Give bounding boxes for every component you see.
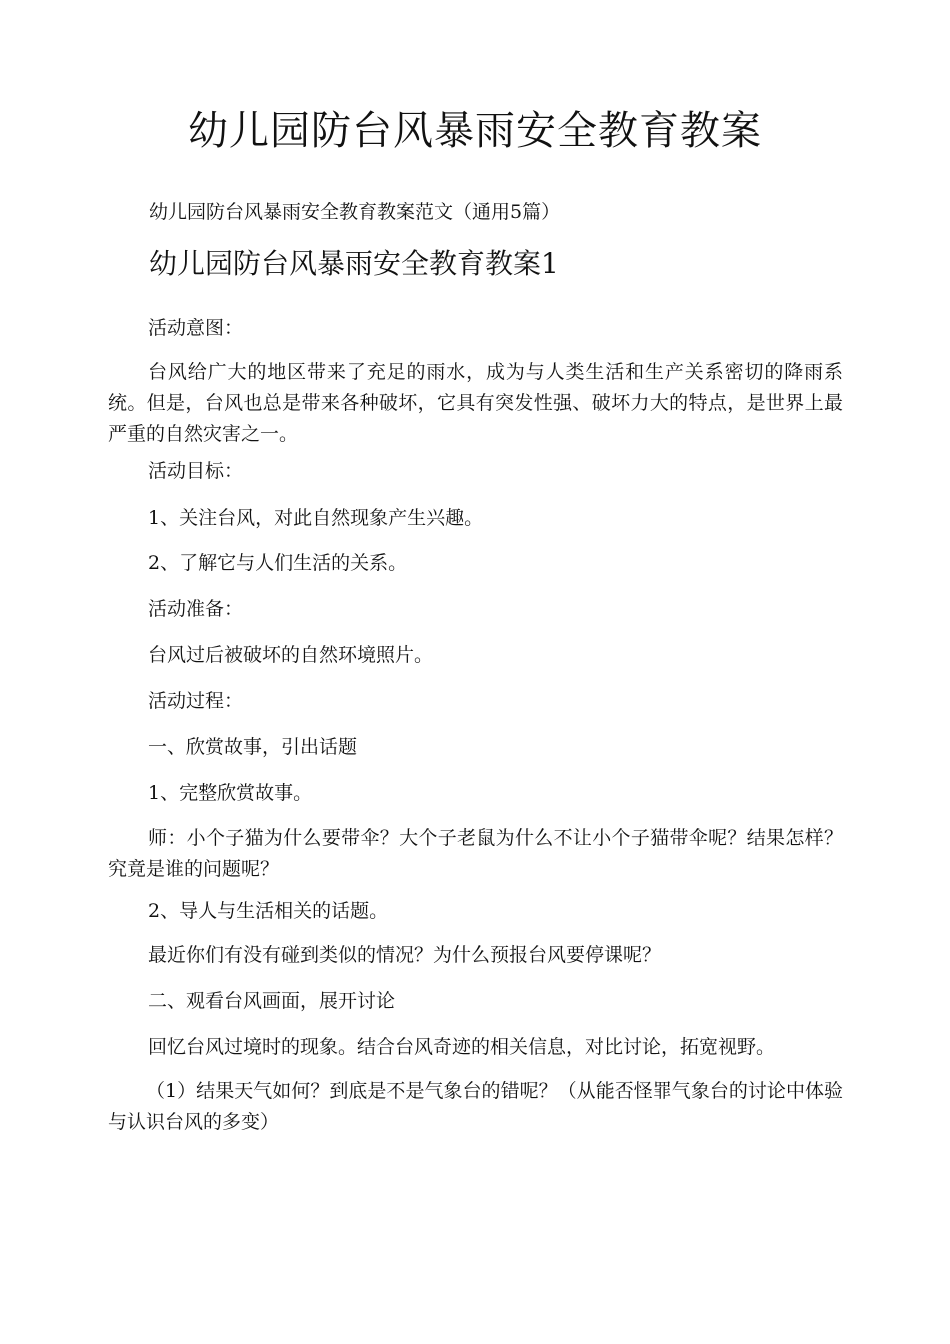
paragraph-preparation: 台风过后被破坏的自然环境照片。	[148, 644, 434, 666]
paragraph-process-label: 活动过程：	[148, 690, 244, 712]
paragraph-recent-situation: 最近你们有没有碰到类似的情况？为什么预报台风要停课呢？	[148, 944, 662, 966]
section-heading: 幼儿园防台风暴雨安全教育教案1	[149, 247, 559, 280]
document-subtitle: 幼儿园防台风暴雨安全教育教案范文（通用5篇）	[149, 201, 561, 223]
paragraph-step-1-1: 1、完整欣赏故事。	[148, 782, 313, 804]
paragraph-activity-goals-label: 活动目标：	[148, 460, 244, 482]
paragraph-goal-2: 2、了解它与人们生活的关系。	[148, 552, 408, 574]
paragraph-step-2: 二、观看台风画面，展开讨论	[148, 990, 396, 1012]
paragraph-goal-1: 1、关注台风，对此自然现象产生兴趣。	[148, 507, 484, 529]
document-title: 幼儿园防台风暴雨安全教育教案	[188, 108, 762, 154]
paragraph-recall: 回忆台风过境时的现象。结合台风奇迹的相关信息，对比讨论，拓宽视野。	[148, 1036, 776, 1058]
paragraph-activity-intent: 台风给广大的地区带来了充足的雨水，成为与人类生活和生产关系密切的降雨系统。但是，台风也总是带来各种破坏，它具有突发性强、破坏力大的特点，是世界上最严重的自然灾害之一。	[108, 361, 843, 445]
paragraph-activity-intent-label: 活动意图：	[148, 317, 244, 339]
paragraph-teacher-questions: 师：小个子猫为什么要带伞？大个子老鼠为什么不让小个子猫带伞呢？结果怎样？究竟是谁的问题呢？	[108, 827, 843, 880]
paragraph-step-1: 一、欣赏故事，引出话题	[148, 736, 358, 758]
paragraph-question-1: （1）结果天气如何？到底是不是气象台的错呢？（从能否怪罪气象台的讨论中体验与认识台风的多变）	[108, 1080, 843, 1133]
paragraph-preparation-label: 活动准备：	[148, 598, 244, 620]
paragraph-step-1-2: 2、导人与生活相关的话题。	[148, 900, 389, 922]
